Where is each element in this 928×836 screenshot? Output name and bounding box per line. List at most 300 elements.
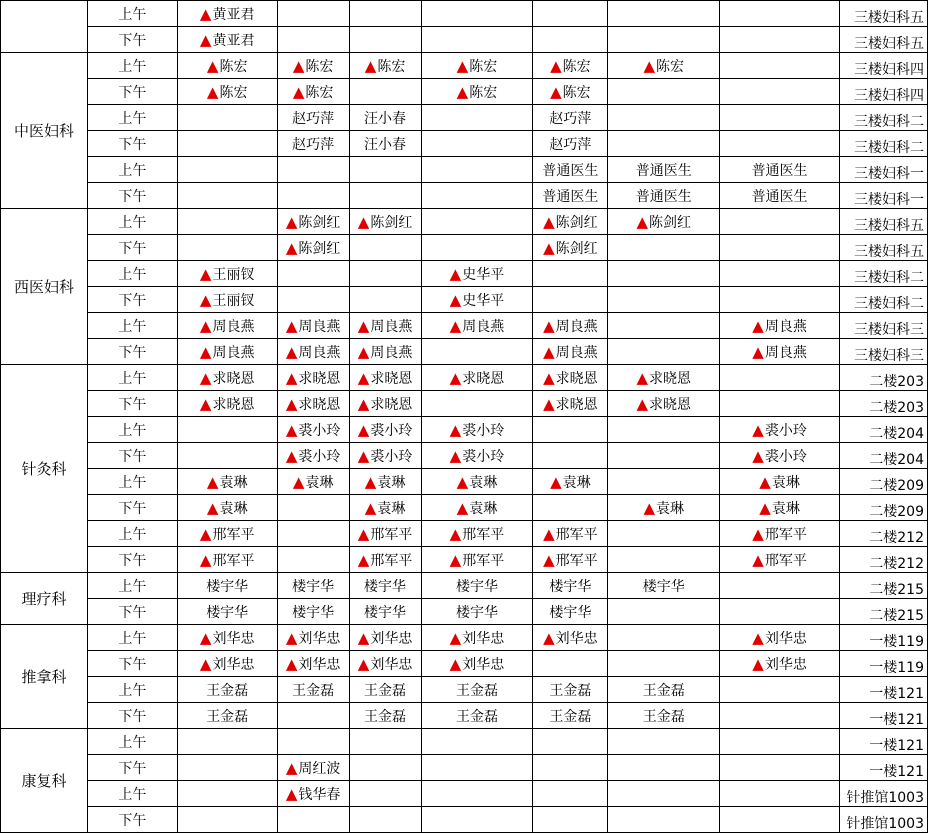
doctor-cell: [720, 365, 840, 391]
expert-marker-icon: ▲: [550, 56, 562, 75]
doctor-cell: [349, 157, 421, 183]
doctor-name: 邢军平: [764, 526, 807, 543]
doctor-name: 袁琳: [305, 474, 334, 491]
doctor-cell: [608, 183, 720, 209]
doctor-cell: [608, 391, 720, 417]
table-row: [1, 443, 928, 469]
expert-marker-icon: ▲: [357, 368, 370, 387]
doctor-cell: [349, 287, 421, 313]
expert-marker-icon: ▲: [752, 524, 764, 543]
expert-marker-icon: ▲: [543, 316, 555, 335]
doctor-cell: [421, 365, 533, 391]
expert-marker-icon: ▲: [292, 56, 305, 75]
doctor-cell: [349, 79, 421, 105]
doctor-cell: [349, 807, 421, 833]
expert-marker-icon: ▲: [199, 654, 212, 673]
room-cell: 三楼妇科二: [839, 287, 927, 313]
expert-marker-icon: ▲: [543, 394, 555, 413]
period-cell: 上午: [87, 261, 177, 287]
doctor-name: 楼宇华: [364, 604, 407, 621]
doctor-cell: [277, 807, 349, 833]
doctor-cell: [177, 651, 277, 677]
doctor-cell: [349, 729, 421, 755]
doctor-cell: [277, 651, 349, 677]
table-row: [1, 313, 928, 339]
expert-marker-icon: ▲: [199, 628, 212, 647]
doctor-cell: [421, 53, 533, 79]
doctor-cell: [277, 495, 349, 521]
table-row: [1, 755, 928, 781]
room-cell: 三楼妇科五: [839, 209, 927, 235]
doctor-cell: [608, 495, 720, 521]
department-cell: 针灸科: [1, 365, 88, 573]
doctor-cell: [421, 339, 533, 365]
doctor-cell: [608, 521, 720, 547]
doctor-cell: [608, 339, 720, 365]
doctor-cell: [533, 27, 608, 53]
doctor-cell: [277, 469, 349, 495]
doctor-name: 刘华忠: [370, 630, 413, 647]
expert-marker-icon: ▲: [636, 368, 648, 387]
period-cell: 下午: [87, 183, 177, 209]
doctor-cell: [421, 79, 533, 105]
expert-marker-icon: ▲: [285, 394, 298, 413]
doctor-cell: [277, 443, 349, 469]
doctor-name: 王金磊: [642, 682, 685, 699]
room-cell: 三楼妇科五: [839, 235, 927, 261]
expert-marker-icon: ▲: [292, 82, 305, 101]
table-row: [1, 339, 928, 365]
doctor-name: 邢军平: [555, 526, 598, 543]
doctor-cell: [277, 625, 349, 651]
doctor-name: 袁琳: [469, 474, 498, 491]
doctor-cell: [608, 703, 720, 729]
doctor-name: 楼宇华: [642, 578, 685, 595]
room-cell: 二楼212: [839, 521, 927, 547]
doctor-cell: [349, 417, 421, 443]
doctor-name: 普通医生: [635, 162, 692, 179]
doctor-cell: [720, 547, 840, 573]
expert-marker-icon: ▲: [752, 446, 764, 465]
doctor-name: 楼宇华: [364, 578, 407, 595]
doctor-name: 王丽钗: [212, 266, 255, 283]
expert-marker-icon: ▲: [285, 420, 298, 439]
doctor-name: 袁琳: [377, 474, 406, 491]
doctor-cell: [177, 677, 277, 703]
doctor-cell: [177, 781, 277, 807]
expert-marker-icon: ▲: [285, 316, 298, 335]
doctor-cell: [349, 105, 421, 131]
doctor-cell: [349, 651, 421, 677]
table-row: [1, 261, 928, 287]
doctor-cell: [277, 27, 349, 53]
expert-marker-icon: ▲: [759, 472, 771, 491]
doctor-name: 周良燕: [370, 318, 413, 335]
doctor-name: 赵巧萍: [292, 136, 335, 153]
doctor-cell: [421, 105, 533, 131]
doctor-name: 钱华春: [298, 786, 341, 803]
doctor-name: 周良燕: [555, 318, 598, 335]
doctor-cell: [720, 599, 840, 625]
room-cell: 二楼212: [839, 547, 927, 573]
doctor-cell: [608, 599, 720, 625]
doctor-name: 袁琳: [377, 500, 406, 517]
doctor-name: 陈宏: [305, 84, 334, 101]
expert-marker-icon: ▲: [550, 472, 562, 491]
expert-marker-icon: ▲: [357, 420, 370, 439]
doctor-cell: [608, 651, 720, 677]
table-row: [1, 287, 928, 313]
expert-marker-icon: ▲: [364, 498, 377, 517]
table-row: [1, 703, 928, 729]
doctor-name: 刘华忠: [298, 656, 341, 673]
doctor-name: 裘小玲: [462, 448, 505, 465]
doctor-cell: [533, 131, 608, 157]
expert-marker-icon: ▲: [449, 264, 462, 283]
expert-marker-icon: ▲: [449, 368, 462, 387]
doctor-cell: [608, 547, 720, 573]
table-row: [1, 625, 928, 651]
expert-marker-icon: ▲: [206, 82, 219, 101]
period-cell: 下午: [87, 131, 177, 157]
expert-marker-icon: ▲: [357, 342, 370, 361]
doctor-cell: [533, 209, 608, 235]
expert-marker-icon: ▲: [543, 238, 555, 257]
expert-marker-icon: ▲: [636, 394, 648, 413]
doctor-cell: [421, 573, 533, 599]
doctor-cell: [720, 235, 840, 261]
doctor-cell: [421, 755, 533, 781]
table-row: [1, 469, 928, 495]
doctor-cell: [421, 807, 533, 833]
doctor-name: 王金磊: [455, 708, 498, 725]
department-cell: 康复科: [1, 729, 88, 833]
doctor-name: 邢军平: [462, 552, 505, 569]
doctor-cell: [177, 625, 277, 651]
doctor-cell: [177, 547, 277, 573]
room-cell: 三楼妇科一: [839, 183, 927, 209]
period-cell: 上午: [87, 625, 177, 651]
doctor-name: 裘小玲: [298, 448, 341, 465]
doctor-cell: [720, 443, 840, 469]
room-cell: 一楼121: [839, 677, 927, 703]
doctor-cell: [349, 677, 421, 703]
doctor-name: 求晓恩: [212, 370, 255, 387]
doctor-name: 楼宇华: [455, 604, 498, 621]
doctor-cell: [720, 131, 840, 157]
doctor-cell: [177, 1, 277, 27]
doctor-cell: [608, 729, 720, 755]
doctor-cell: [533, 651, 608, 677]
doctor-cell: [177, 391, 277, 417]
department-cell: 推拿科: [1, 625, 88, 729]
doctor-name: 史华平: [462, 266, 505, 283]
doctor-name: 黄亚君: [212, 32, 255, 49]
expert-marker-icon: ▲: [199, 264, 212, 283]
doctor-name: 求晓恩: [370, 370, 413, 387]
doctor-name: 求晓恩: [298, 370, 341, 387]
doctor-cell: [177, 339, 277, 365]
room-cell: 二楼203: [839, 365, 927, 391]
expert-marker-icon: ▲: [357, 628, 370, 647]
doctor-cell: [720, 521, 840, 547]
department-cell: 理疗科: [1, 573, 88, 625]
doctor-cell: [720, 573, 840, 599]
doctor-name: 裘小玲: [370, 422, 413, 439]
doctor-cell: [533, 469, 608, 495]
room-cell: 二楼203: [839, 391, 927, 417]
doctor-name: 普通医生: [542, 188, 599, 205]
doctor-cell: [277, 235, 349, 261]
room-cell: 一楼121: [839, 703, 927, 729]
doctor-name: 求晓恩: [649, 396, 691, 413]
period-cell: 上午: [87, 729, 177, 755]
doctor-name: 陈剑红: [555, 214, 598, 231]
table-row: [1, 547, 928, 573]
table-row: [1, 183, 928, 209]
doctor-cell: [421, 443, 533, 469]
expert-marker-icon: ▲: [357, 446, 370, 465]
doctor-cell: [349, 261, 421, 287]
expert-marker-icon: ▲: [285, 368, 298, 387]
doctor-name: 求晓恩: [298, 396, 341, 413]
period-cell: 下午: [87, 755, 177, 781]
table-row: [1, 53, 928, 79]
room-cell: 二楼209: [839, 469, 927, 495]
expert-marker-icon: ▲: [199, 394, 212, 413]
doctor-cell: [421, 209, 533, 235]
doctor-name: 周良燕: [212, 318, 255, 335]
doctor-name: 楼宇华: [549, 578, 592, 595]
doctor-cell: [177, 599, 277, 625]
doctor-cell: [720, 53, 840, 79]
doctor-name: 周红波: [298, 760, 341, 777]
doctor-cell: [608, 807, 720, 833]
doctor-name: 周良燕: [764, 318, 807, 335]
doctor-cell: [720, 755, 840, 781]
doctor-cell: [608, 417, 720, 443]
doctor-name: 求晓恩: [212, 396, 255, 413]
expert-marker-icon: ▲: [543, 628, 555, 647]
expert-marker-icon: ▲: [206, 498, 219, 517]
doctor-cell: [720, 781, 840, 807]
doctor-cell: [533, 495, 608, 521]
doctor-cell: [720, 729, 840, 755]
doctor-cell: [349, 1, 421, 27]
doctor-cell: [608, 105, 720, 131]
doctor-cell: [421, 1, 533, 27]
doctor-cell: [177, 287, 277, 313]
doctor-cell: [421, 729, 533, 755]
doctor-cell: [277, 313, 349, 339]
doctor-cell: [533, 573, 608, 599]
doctor-name: 黄亚君: [212, 6, 255, 23]
doctor-cell: [177, 131, 277, 157]
doctor-cell: [277, 1, 349, 27]
expert-marker-icon: ▲: [752, 550, 764, 569]
expert-marker-icon: ▲: [543, 524, 555, 543]
doctor-cell: [277, 209, 349, 235]
doctor-name: 赵巧萍: [549, 136, 592, 153]
period-cell: 上午: [87, 365, 177, 391]
doctor-cell: [720, 391, 840, 417]
doctor-cell: [277, 703, 349, 729]
doctor-name: 袁琳: [771, 474, 800, 491]
doctor-name: 袁琳: [562, 474, 591, 491]
doctor-cell: [421, 625, 533, 651]
expert-marker-icon: ▲: [285, 212, 298, 231]
doctor-cell: [349, 573, 421, 599]
doctor-name: 陈宏: [469, 84, 498, 101]
doctor-name: 楼宇华: [206, 578, 249, 595]
room-cell: 一楼119: [839, 625, 927, 651]
doctor-cell: [720, 27, 840, 53]
doctor-cell: [277, 157, 349, 183]
doctor-name: 王金磊: [642, 708, 685, 725]
doctor-name: 陈宏: [562, 84, 591, 101]
doctor-cell: [421, 703, 533, 729]
doctor-cell: [533, 417, 608, 443]
doctor-cell: [277, 547, 349, 573]
doctor-name: 邢军平: [212, 552, 255, 569]
doctor-cell: [177, 573, 277, 599]
doctor-cell: [421, 495, 533, 521]
doctor-cell: [720, 183, 840, 209]
department-cell: 中医妇科: [1, 53, 88, 209]
doctor-cell: [349, 443, 421, 469]
period-cell: 上午: [87, 105, 177, 131]
period-cell: 下午: [87, 287, 177, 313]
doctor-cell: [533, 313, 608, 339]
doctor-cell: [720, 807, 840, 833]
expert-marker-icon: ▲: [285, 342, 298, 361]
doctor-name: 陈宏: [219, 84, 248, 101]
doctor-cell: [720, 651, 840, 677]
doctor-name: 楼宇华: [292, 604, 335, 621]
doctor-name: 史华平: [462, 292, 505, 309]
doctor-cell: [533, 183, 608, 209]
doctor-cell: [421, 391, 533, 417]
doctor-cell: [720, 677, 840, 703]
doctor-cell: [177, 79, 277, 105]
doctor-cell: [720, 495, 840, 521]
doctor-name: 裘小玲: [462, 422, 505, 439]
doctor-cell: [533, 287, 608, 313]
period-cell: 下午: [87, 27, 177, 53]
room-cell: 三楼妇科五: [839, 1, 927, 27]
doctor-cell: [533, 157, 608, 183]
expert-marker-icon: ▲: [199, 550, 212, 569]
doctor-cell: [608, 235, 720, 261]
doctor-name: 刘华忠: [370, 656, 413, 673]
expert-marker-icon: ▲: [357, 394, 370, 413]
doctor-cell: [421, 287, 533, 313]
table-row: [1, 651, 928, 677]
doctor-cell: [349, 599, 421, 625]
table-row: [1, 1, 928, 27]
doctor-cell: [720, 261, 840, 287]
department-cell: [1, 1, 88, 53]
doctor-cell: [349, 781, 421, 807]
expert-marker-icon: ▲: [357, 524, 370, 543]
doctor-cell: [608, 625, 720, 651]
doctor-cell: [277, 79, 349, 105]
table-row: [1, 807, 928, 833]
doctor-cell: [533, 677, 608, 703]
room-cell: 三楼妇科一: [839, 157, 927, 183]
doctor-cell: [349, 391, 421, 417]
doctor-name: 邢军平: [764, 552, 807, 569]
doctor-cell: [421, 781, 533, 807]
doctor-cell: [720, 313, 840, 339]
room-cell: 三楼妇科四: [839, 79, 927, 105]
expert-marker-icon: ▲: [543, 550, 555, 569]
table-row: [1, 157, 928, 183]
expert-marker-icon: ▲: [285, 628, 298, 647]
doctor-name: 袁琳: [656, 500, 684, 517]
doctor-cell: [349, 703, 421, 729]
doctor-name: 陈剑红: [370, 214, 413, 231]
doctor-cell: [277, 755, 349, 781]
doctor-cell: [277, 729, 349, 755]
room-cell: 一楼121: [839, 729, 927, 755]
expert-marker-icon: ▲: [285, 238, 298, 257]
doctor-name: 刘华忠: [462, 630, 505, 647]
doctor-cell: [720, 287, 840, 313]
doctor-name: 求晓恩: [649, 370, 691, 387]
period-cell: 上午: [87, 1, 177, 27]
period-cell: 上午: [87, 573, 177, 599]
period-cell: 上午: [87, 157, 177, 183]
period-cell: 上午: [87, 209, 177, 235]
period-cell: 上午: [87, 53, 177, 79]
table-row: [1, 79, 928, 105]
doctor-cell: [533, 339, 608, 365]
doctor-name: 陈宏: [656, 58, 684, 75]
doctor-name: 普通医生: [635, 188, 692, 205]
expert-marker-icon: ▲: [456, 498, 469, 517]
expert-marker-icon: ▲: [199, 30, 212, 49]
doctor-cell: [608, 365, 720, 391]
room-cell: 二楼209: [839, 495, 927, 521]
table-row: [1, 105, 928, 131]
doctor-cell: [720, 703, 840, 729]
doctor-cell: [421, 521, 533, 547]
expert-marker-icon: ▲: [357, 316, 370, 335]
expert-marker-icon: ▲: [543, 368, 555, 387]
expert-marker-icon: ▲: [199, 524, 212, 543]
doctor-cell: [608, 781, 720, 807]
doctor-name: 袁琳: [219, 474, 248, 491]
period-cell: 下午: [87, 599, 177, 625]
table-row: [1, 235, 928, 261]
doctor-name: 周良燕: [764, 344, 807, 361]
table-row: [1, 573, 928, 599]
doctor-cell: [608, 261, 720, 287]
doctor-cell: [421, 131, 533, 157]
doctor-name: 刘华忠: [764, 656, 807, 673]
period-cell: 上午: [87, 781, 177, 807]
doctor-cell: [533, 729, 608, 755]
expert-marker-icon: ▲: [643, 498, 655, 517]
doctor-cell: [533, 443, 608, 469]
doctor-cell: [177, 365, 277, 391]
table-row: [1, 209, 928, 235]
table-row: [1, 677, 928, 703]
doctor-cell: [277, 287, 349, 313]
period-cell: 下午: [87, 339, 177, 365]
expert-marker-icon: ▲: [199, 342, 212, 361]
